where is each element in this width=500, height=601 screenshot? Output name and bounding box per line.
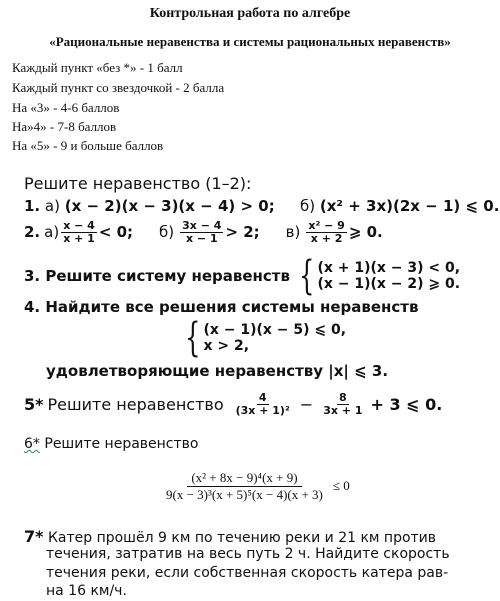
task2-b-label: б) <box>159 223 175 242</box>
task7-text-1: Катер прошёл 9 км по течению реки и 21 км против <box>47 530 437 546</box>
task4-line-2: x > 2, <box>203 338 250 354</box>
task4-system <box>180 315 347 361</box>
task7-line-2: течения, затратив на весь путь 2 ч. Найдите скорость <box>46 546 450 562</box>
task2-a-denominator: x + 1 <box>63 231 95 245</box>
task5-f1-denominator: (3x + 1)² <box>235 403 290 417</box>
task6-expression <box>160 470 350 502</box>
task5-f2-numerator: 8 <box>339 391 347 404</box>
task3-row <box>24 253 461 299</box>
task6-number: 6* <box>24 436 40 452</box>
task6-fraction <box>162 470 327 502</box>
task1-b-label: б) <box>300 197 316 215</box>
task5-minus: − <box>299 394 314 414</box>
task6-denominator: 9(x − 3)³(x + 5)⁵(x − 4)(x + 3) <box>166 486 323 502</box>
grading-line-3: На «3» - 4-6 баллов <box>12 100 120 115</box>
task3-lines <box>317 260 460 292</box>
task7-line-4: на 16 км/ч. <box>46 583 127 599</box>
task2-c-rest: ⩾ 0. <box>348 223 383 242</box>
grading-line-5: На «5» - 9 и больше баллов <box>12 138 164 153</box>
task7-number: 7* <box>24 527 44 546</box>
task7-line-1 <box>24 527 436 546</box>
task5-text: Решите неравенство <box>47 394 224 414</box>
grading-line-2: Каждый пункт со звездочкой - 2 балла <box>12 80 225 95</box>
task3-text: 3. Решите систему неравенств <box>24 267 290 285</box>
task2-a-rest: < 0; <box>98 223 134 242</box>
task4-lines <box>203 322 346 354</box>
task2-a-numerator: x − 4 <box>63 219 95 232</box>
task2-b-denominator: x − 1 <box>185 231 218 245</box>
page-title: Контрольная работа по алгебре <box>149 6 351 21</box>
task2-c-denominator: x + 2 <box>310 231 343 245</box>
task5-f1-numerator: 4 <box>258 391 267 404</box>
task2-b-fraction <box>180 220 223 244</box>
task2-number: 2. <box>24 223 41 242</box>
task6-rest: ≤ 0 <box>332 478 350 494</box>
task4-brace: { <box>185 315 201 361</box>
task1-row <box>24 197 275 215</box>
grading-line-1: Каждый пункт «без *» - 1 балл <box>12 60 183 75</box>
grading-line-4: На»4» - 7-8 баллов <box>12 119 117 134</box>
task3-line-2: (x − 1)(x − 2) ⩾ 0. <box>317 276 461 292</box>
task1-heading: Решите неравенство (1–2): <box>24 174 252 193</box>
task5-number: 5* <box>24 394 44 414</box>
task6-numerator: (x² + 8x − 9)⁴(x + 9) <box>187 470 301 487</box>
task4-line-1: (x − 1)(x − 5) ⩽ 0, <box>203 321 347 338</box>
task2-c-numerator: x² − 9 <box>308 219 345 232</box>
task2-c-label: в) <box>285 223 301 242</box>
task2-a-label: а) <box>44 223 60 242</box>
task5-rest: + 3 ⩽ 0. <box>370 394 443 414</box>
task2-b-rest: > 2; <box>225 223 260 242</box>
task5-row <box>24 392 442 416</box>
task1-a-label: а) <box>44 197 60 215</box>
task3-brace: { <box>299 253 315 299</box>
page-subtitle: «Рациональные неравенства и системы рациональных неравенств» <box>49 34 451 49</box>
task1-number: 1. <box>24 197 41 215</box>
task1-a-expression: (x − 2)(x − 3)(x − 4) > 0; <box>64 197 275 215</box>
task4-condition: удовлетворяющие неравенству |x| ⩽ 3. <box>46 362 389 380</box>
task4-system-wrap <box>180 315 347 361</box>
task6-heading <box>24 436 198 452</box>
task5-f2-denominator: 3x + 1 <box>323 403 363 417</box>
task3-line-1: (x + 1)(x − 3) < 0, <box>317 259 461 276</box>
task2-a-fraction <box>61 220 97 244</box>
task5-fraction-2 <box>321 392 364 416</box>
task2-b-numerator: 3x − 4 <box>182 219 222 232</box>
task5-fraction-1 <box>234 392 292 416</box>
task4-text: 4. Найдите все решения системы неравенств <box>24 298 419 316</box>
task2-row <box>24 220 383 244</box>
task6-text: Решите неравенство <box>44 436 199 452</box>
task1-b-expression: (x² + 3x)(2x − 1) ⩽ 0. <box>319 197 500 215</box>
task7-line-3: течения реки, если собственная скорость катера рав- <box>46 565 449 581</box>
task1-b <box>300 197 499 215</box>
task2-c-fraction <box>306 220 346 244</box>
task3-system <box>294 253 461 299</box>
